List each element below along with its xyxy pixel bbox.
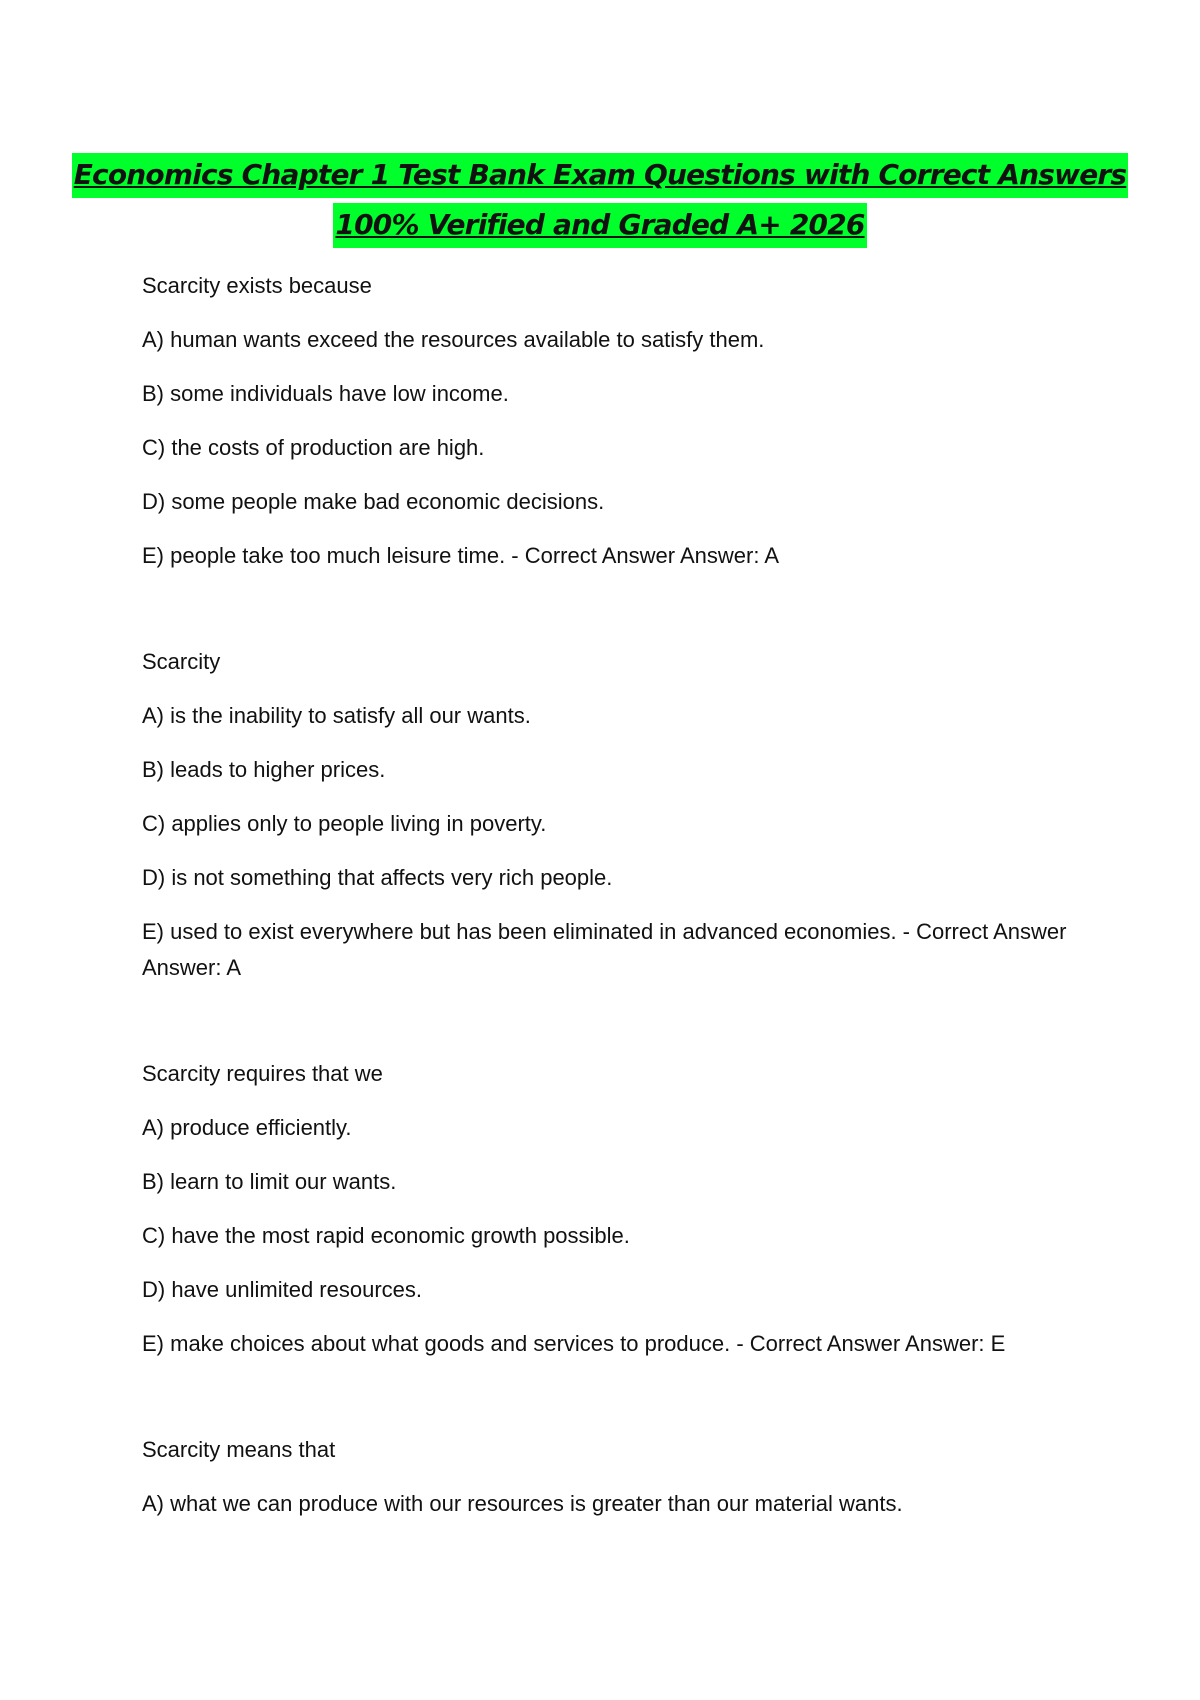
question-4: [142, 1432, 1072, 1522]
option-c: C) applies only to people living in poverty.: [142, 811, 547, 836]
option-a: A) is the inability to satisfy all our wants.: [142, 703, 531, 728]
document-title: [0, 150, 1200, 250]
option-c: C) the costs of production are high.: [142, 435, 485, 460]
question-stem: Scarcity exists because: [142, 273, 372, 298]
title-text-2: 100% Verified and Graded A+ 2026: [333, 203, 866, 248]
question-3: [142, 1056, 1072, 1362]
option-e-with-answer: E) people take too much leisure time. - Correct Answer Answer: A: [142, 543, 780, 568]
option-a: A) produce efficiently.: [142, 1115, 352, 1140]
question-stem: Scarcity: [142, 649, 221, 674]
option-a: A) human wants exceed the resources available to satisfy them.: [142, 327, 765, 352]
question-1: [142, 268, 1072, 574]
option-b: B) learn to limit our wants.: [142, 1169, 397, 1194]
question-stem: Scarcity requires that we: [142, 1061, 383, 1086]
title-line-1: [0, 150, 1200, 200]
option-c: C) have the most rapid economic growth possible.: [142, 1223, 630, 1248]
title-text-1: Economics Chapter 1 Test Bank Exam Questions with Correct Answers: [72, 153, 1129, 198]
title-line-2: [0, 200, 1200, 250]
option-e-with-answer: E) used to exist everywhere but has been eliminated in advanced economies. - Correct Answer Answer: A: [142, 919, 1067, 980]
option-e-with-answer: E) make choices about what goods and services to produce. - Correct Answer Answer: E: [142, 1331, 1006, 1356]
option-b: B) leads to higher prices.: [142, 757, 386, 782]
question-2: [142, 644, 1072, 986]
option-a: A) what we can produce with our resources is greater than our material wants.: [142, 1491, 903, 1516]
question-list: [142, 268, 1072, 1522]
question-stem: Scarcity means that: [142, 1437, 336, 1462]
option-d: D) is not something that affects very rich people.: [142, 865, 613, 890]
option-d: D) some people make bad economic decisions.: [142, 489, 605, 514]
option-d: D) have unlimited resources.: [142, 1277, 423, 1302]
option-b: B) some individuals have low income.: [142, 381, 509, 406]
